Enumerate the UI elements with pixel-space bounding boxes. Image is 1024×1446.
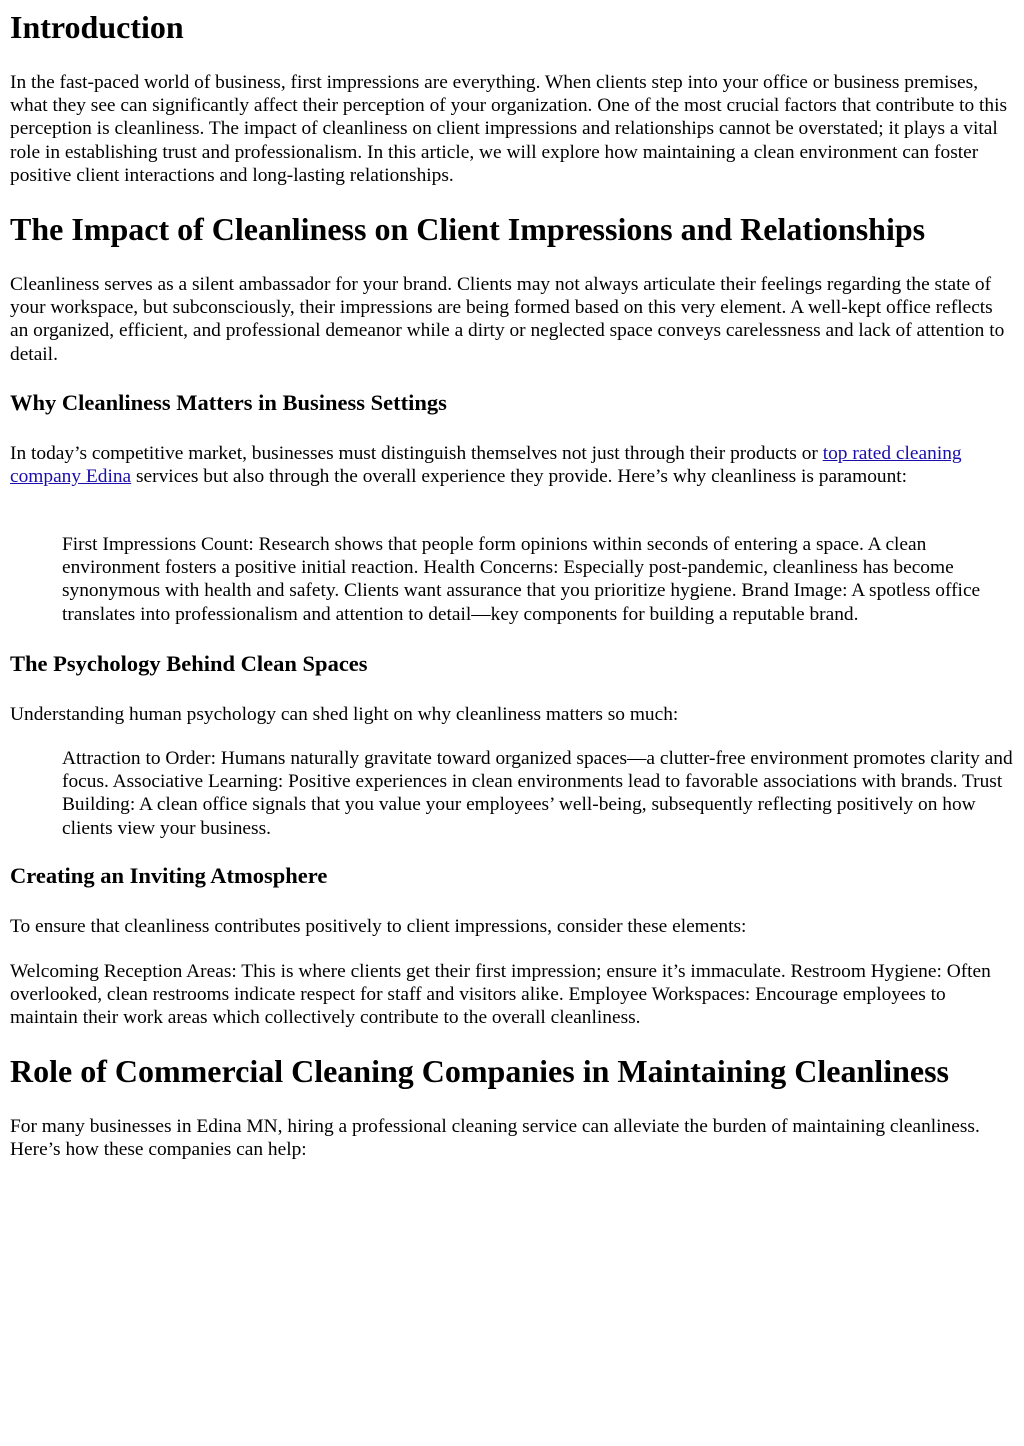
list-inviting-atmosphere-elements: Welcoming Reception Areas: This is where clients get their first impression; ensure it’s immaculate. Restroom Hygiene: Often overlooked, clean restrooms indicate respect for staff and visitors alike. Employee Workspaces: Encourage employees to maintain their work areas which collectively contribute to the overall cleanliness. <box>10 961 991 1029</box>
paragraph-why-text-before-link: In today’s competitive market, businesses must distinguish themselves not just through their products or <box>10 443 823 464</box>
paragraph-why-text-after-link: services but also through the overall experience they provide. Here’s why cleanliness is paramount: <box>131 466 908 488</box>
paragraph-introduction: In the fast-paced world of business, first impressions are everything. When clients step into your office or business premises, what they see can significantly affect their perception of your organization. One of the most crucial factors that contribute to this perception is cleanliness. The impact of cleanliness on client impressions and relationships cannot be overstated; it plays a vital role in establishing trust and professionalism. In this article, we will explore how maintaining a clean environment can foster positive client interactions and long-lasting relationships. <box>10 72 1008 186</box>
paragraph-role-of-commercial-cleaning: For many businesses in Edina MN, hiring a professional cleaning service can alleviate the burden of maintaining cleanliness. Here’s how these companies can help: <box>10 1116 980 1161</box>
list-psychology-points: Attraction to Order: Humans naturally gravitate toward organized spaces—a clutter-free environment promotes clarity and focus. Associative Learning: Positive experiences in clean environments lead to favorable associations with brands. Trust Building: A clean office signals that you value your employees’ well-being, subsequently reflecting positively on how clients view your business. <box>62 748 1013 839</box>
paragraph-impact-of-cleanliness: Cleanliness serves as a silent ambassador for your brand. Clients may not always articulate their feelings regarding the state of your workspace, but subconsciously, their impressions are being formed based on this very element. A well-kept office reflects an organized, efficient, and professional demeanor while a dirty or neglected space conveys carelessness and lack of attention to detail. <box>10 274 1005 365</box>
paragraph-inviting-atmosphere-intro: To ensure that cleanliness contributes positively to client impressions, consider these elements: <box>10 916 747 937</box>
link-top-rated-cleaning-company[interactable]: top rated cleaning company Edina <box>10 443 962 488</box>
list-why-cleanliness-reasons: First Impressions Count: Research shows that people form opinions within seconds of entering a space. A clean environment fosters a positive initial reaction. Health Concerns: Especially post-pandemic, cleanliness has become synonymous with health and safety. Clients want assurance that you prioritize hygiene. Brand Image: A spotless office translates into professionalism and attention to detail—key components for building a reputable brand. <box>62 534 981 625</box>
heading-why-cleanliness-matters: Why Cleanliness Matters in Business Settings <box>10 390 447 415</box>
paragraph-psychology-intro: Understanding human psychology can shed light on why cleanliness matters so much: <box>10 704 679 725</box>
heading-role-of-commercial-cleaning: Role of Commercial Cleaning Companies in Maintaining Cleanliness <box>10 1053 949 1089</box>
heading-inviting-atmosphere: Creating an Inviting Atmosphere <box>10 863 328 888</box>
paragraph-why-cleanliness-matters <box>10 442 1012 488</box>
heading-psychology-clean-spaces: The Psychology Behind Clean Spaces <box>10 651 368 676</box>
heading-introduction: Introduction <box>10 9 184 45</box>
heading-impact-of-cleanliness: The Impact of Cleanliness on Client Impressions and Relationships <box>10 211 926 247</box>
